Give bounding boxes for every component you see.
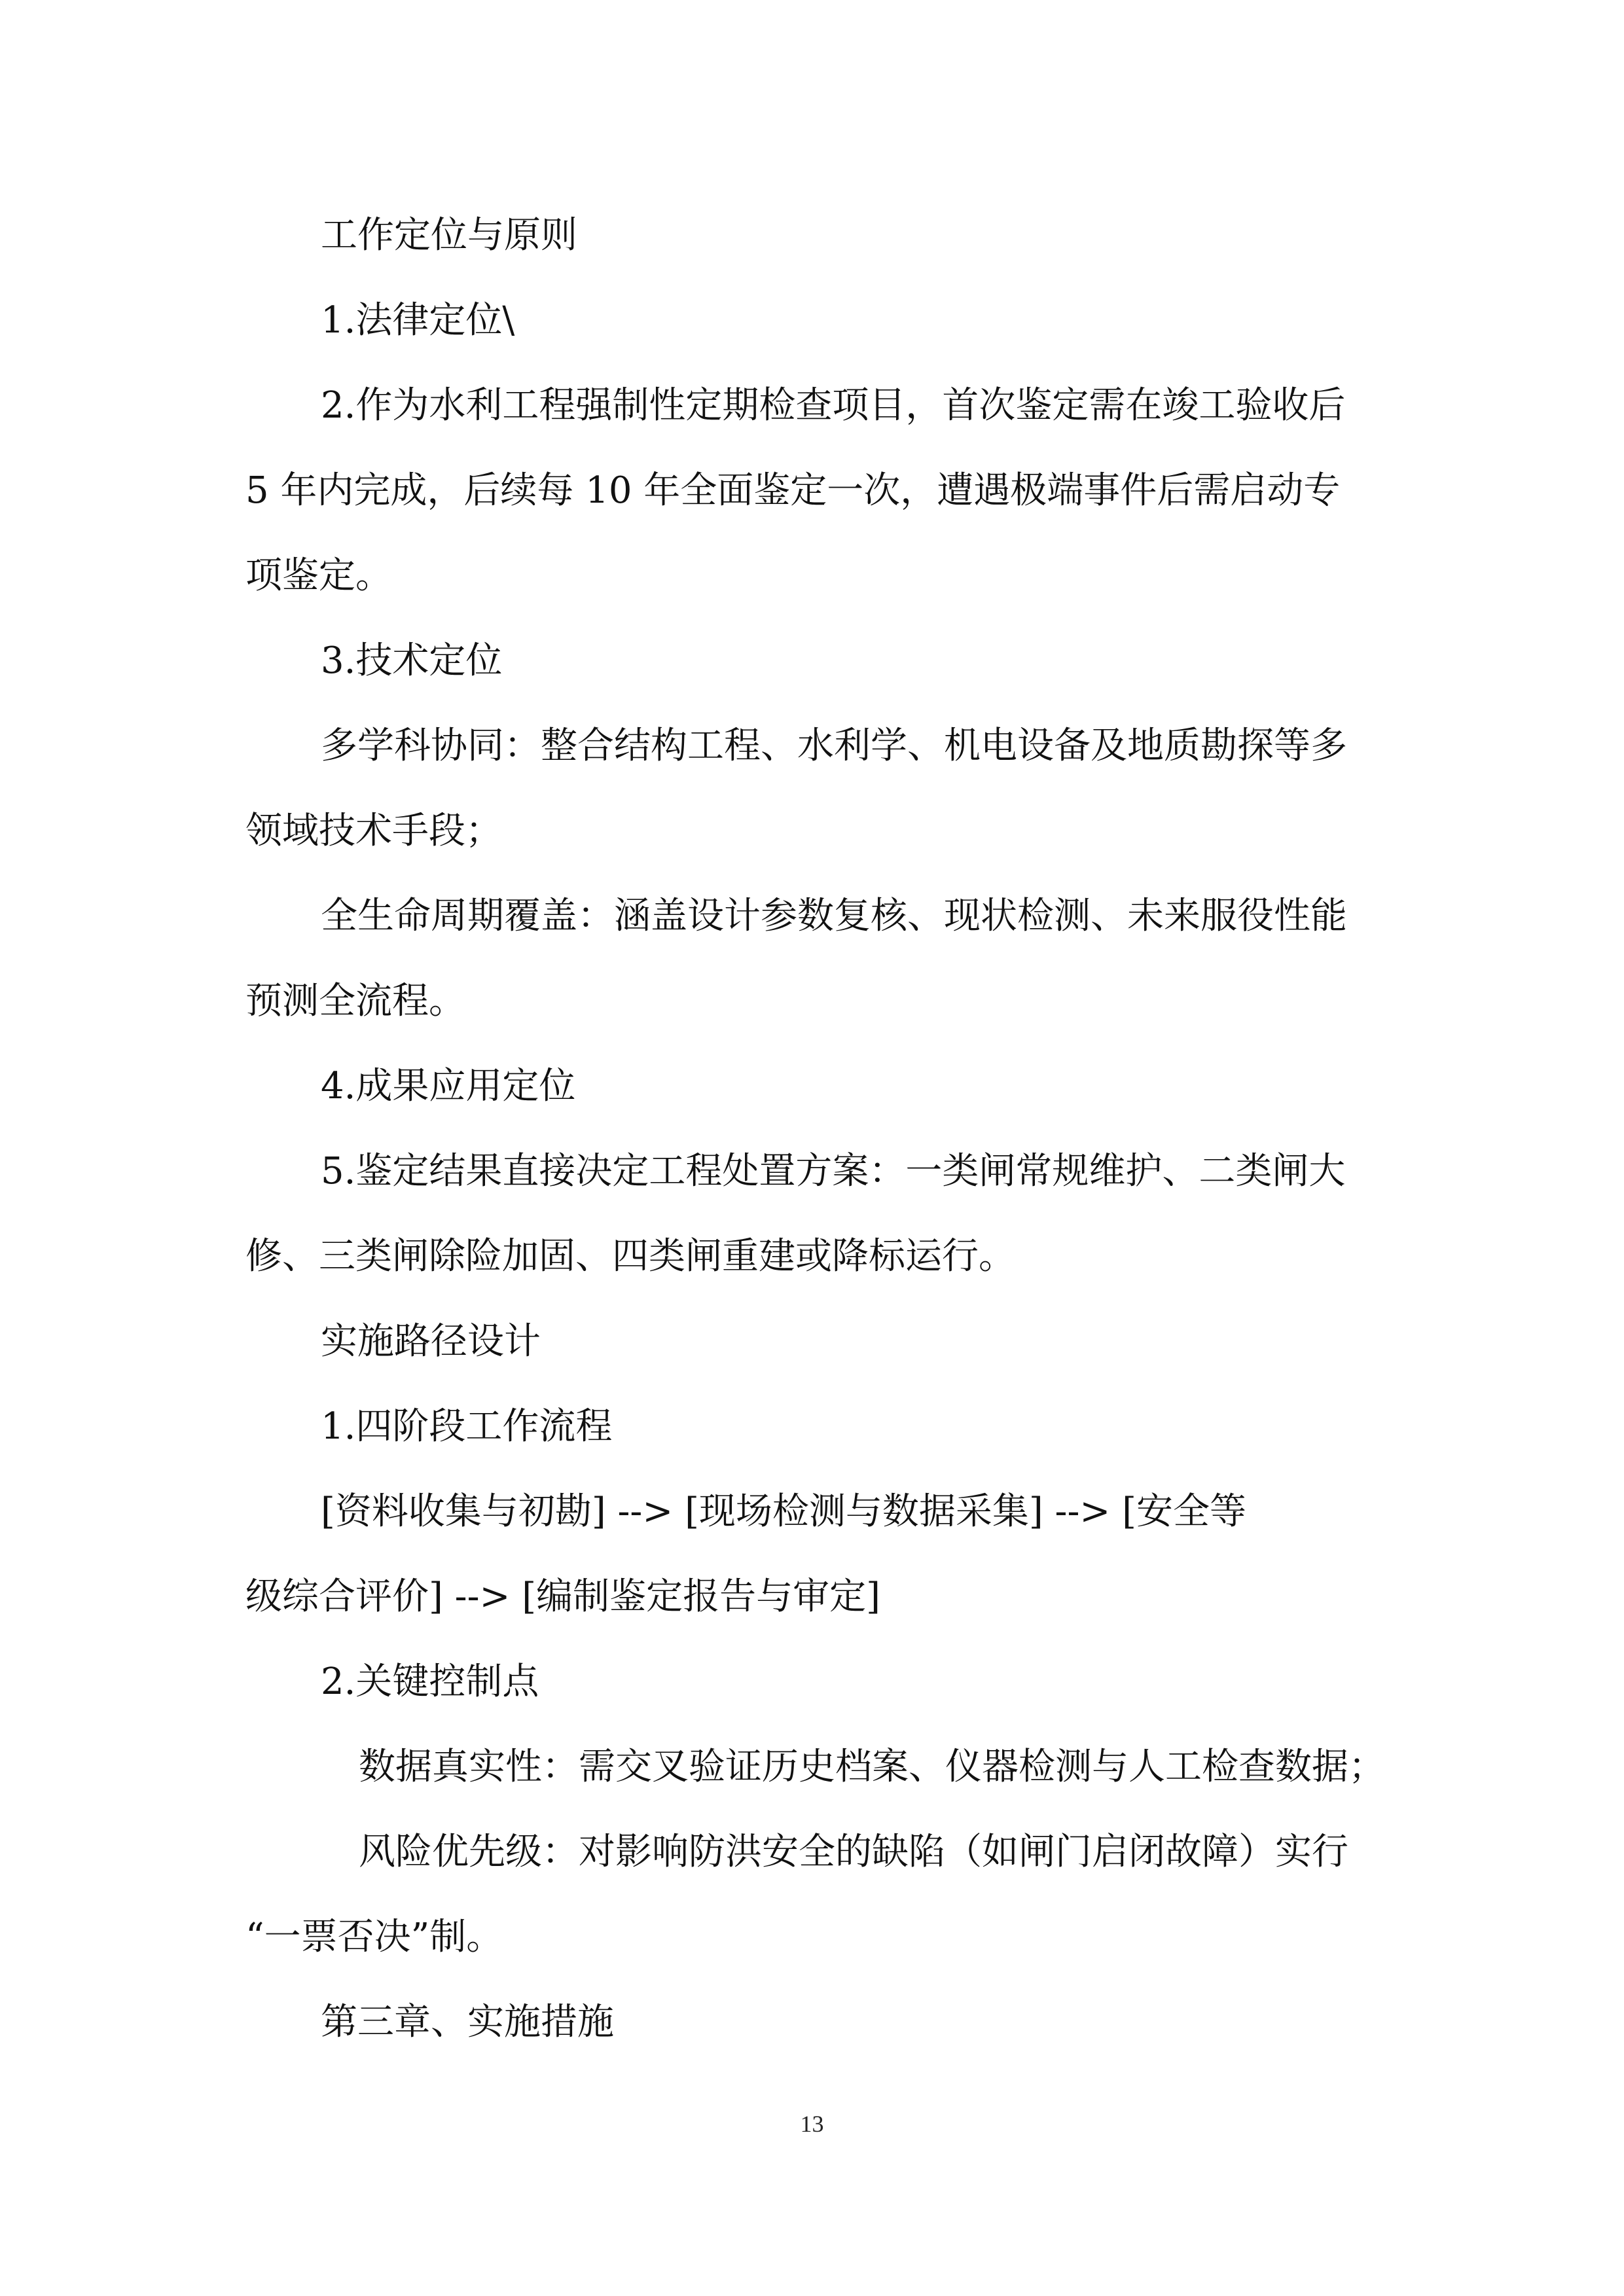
- section-heading: 工作定位与原则: [321, 214, 577, 257]
- paragraph-line: 领域技术手段；: [245, 810, 502, 852]
- chapter-heading: 第三章、实施措施: [321, 2001, 614, 2043]
- section-heading: 实施路径设计: [321, 1320, 541, 1363]
- subsection-heading: 3.技术定位: [321, 639, 503, 682]
- paragraph-line: 5.鉴定结果直接决定工程处置方案：一类闸常规维护、二类闸大: [321, 1150, 1346, 1193]
- paragraph-line: 修、三类闸除险加固、四类闸重建或降标运行。: [245, 1235, 1015, 1278]
- paragraph-line: 2.作为水利工程强制性定期检查项目，首次鉴定需在竣工验收后: [321, 384, 1346, 427]
- paragraph-line: 数据真实性：需交叉验证历史档案、仪器检测与人工检查数据；: [359, 1746, 1385, 1788]
- paragraph-line: 全生命周期覆盖：涵盖设计参数复核、现状检测、未来服役性能: [321, 895, 1347, 937]
- flow-line: [资料收集与初勘] --> [现场检测与数据采集] --> [安全等: [321, 1490, 1246, 1533]
- flow-line: 级综合评价] --> [编制鉴定报告与审定]: [245, 1575, 880, 1618]
- page-number: 13: [800, 2111, 824, 2137]
- subsection-heading: 1.法律定位\: [321, 299, 515, 342]
- subsection-heading: 2.关键控制点: [321, 1660, 539, 1703]
- subsection-heading: 4.成果应用定位: [321, 1065, 576, 1107]
- paragraph-line: 项鉴定。: [245, 554, 392, 597]
- paragraph-line: “一票否决”制。: [245, 1916, 503, 1958]
- paragraph-line: 5 年内完成，后续每 10 年全面鉴定一次，遭遇极端事件后需启动专: [245, 469, 1341, 512]
- paragraph-line: 风险优先级：对影响防洪安全的缺陷（如闸门启闭故障）实行: [359, 1831, 1348, 1873]
- paragraph-line: 预测全流程。: [245, 980, 465, 1022]
- subsection-heading: 1.四阶段工作流程: [321, 1405, 613, 1448]
- paragraph-line: 多学科协同：整合结构工程、水利学、机电设备及地质勘探等多: [321, 725, 1347, 767]
